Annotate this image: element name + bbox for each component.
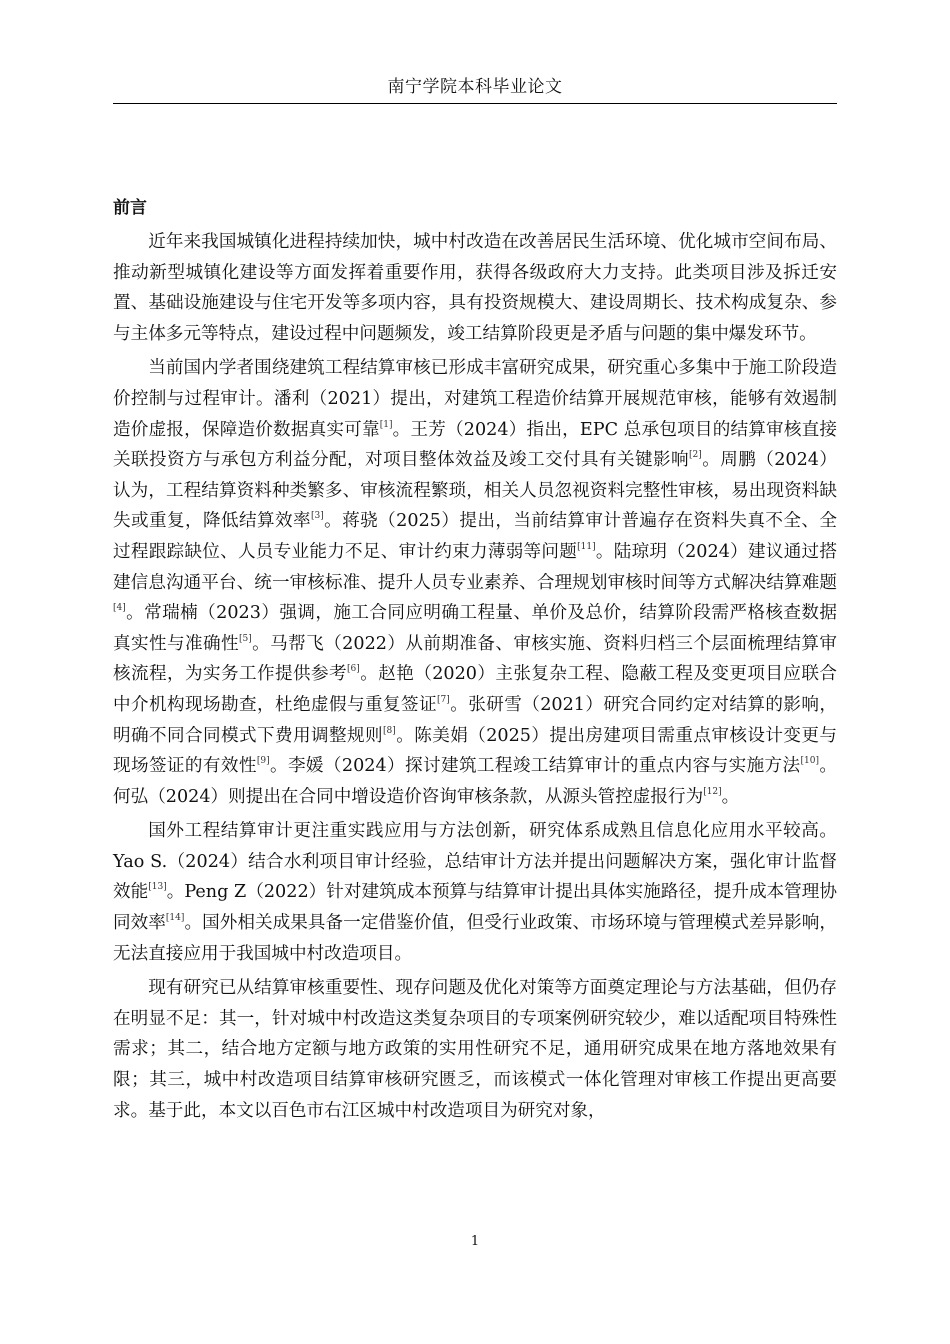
paragraph-4 <box>113 973 837 1126</box>
citation-ref[interactable]: [9] <box>256 756 270 766</box>
paragraph-text: 。周鹏（2024）认为，工程结算资料种类繁多、审核流程繁琐，相关人员忽视资料完整性审核，易出现资料缺失或重复，降低结算效率 <box>113 450 837 532</box>
paragraph-text: 当前国内学者围绕建筑工程结算审核已形成丰富研究成果，研究重心多集中于施工阶段造价控制与过程审计。潘利（2021）提出，对建筑工程造价结算开展规范审核，能够有效遏制造价虚报，保障造价数据真实可靠 <box>113 358 837 440</box>
paragraph-text: 。张研雪（2021）研究合同约定对结算的影响，明确不同合同模式下费用调整规则 <box>113 694 837 746</box>
paragraph-text: 。李媛（2024）探讨建筑工程竣工结算审计的重点内容与实施方法 <box>269 756 801 777</box>
citation-ref[interactable]: [10] <box>800 756 819 766</box>
paragraph-text: 。陈美娟（2025）提出房建项目需重点审核设计变更与现场签证的有效性 <box>113 725 837 777</box>
citation-ref[interactable]: [14] <box>165 912 185 923</box>
body-text <box>113 227 837 1130</box>
citation-ref[interactable]: [6] <box>347 664 360 675</box>
citation-ref[interactable]: [11] <box>577 541 596 552</box>
citation-ref[interactable]: [3] <box>311 511 324 522</box>
paragraph-2 <box>113 353 837 812</box>
citation-ref[interactable]: [5] <box>239 633 252 644</box>
paragraph-text: 。马帮飞（2022）从前期准备、审核实施、资料归档三个层面梳理结算审核流程，为实务工作提供参考 <box>113 633 837 685</box>
citation-ref[interactable]: [4] <box>113 603 126 614</box>
paragraph-1 <box>113 227 837 349</box>
section-title: 前言 <box>113 198 147 218</box>
paragraph-text: 现有研究已从结算审核重要性、现存问题及优化对策等方面奠定理论与方法基础，但仍存在明显不足：其一，针对城中村改造这类复杂项目的专项案例研究较少，难以适配项目特殊性需求；其二，结合地方定额与地方政策的实用性研究不足，通用研究成果在地方落地效果有限；其三，城中村改造项目结算审核研究匮乏，而该模式一体化管理对审核工作提出更高要求。基于此，本文以百色市右江区城中村改造项目为研究对象， <box>113 978 837 1121</box>
paragraph-text: 。Peng Z（2022）针对建筑成本预算与结算审计提出具体实施路径，提升成本管理协同效率 <box>113 882 837 934</box>
paragraph-text: 。王芳（2024）指出，EPC 总承包项目的结算审核直接关联投资方与承包方利益分配，对项目整体效益及竣工交付具有关键影响 <box>113 419 837 471</box>
citation-ref[interactable]: [2] <box>689 450 702 461</box>
page-number: 1 <box>470 1234 480 1249</box>
paragraph-text: 国外工程结算审计更注重实践应用与方法创新，研究体系成熟且信息化应用水平较高。Yao S.（2024）结合水利项目审计经验，总结审计方法并提出问题解决方案，强化审计监督效能 <box>113 821 837 903</box>
paragraph-text: 。何弘（2024）则提出在合同中增设造价咨询审核条款，从源头管控虚报行为 <box>113 756 837 807</box>
paragraph-text: 。陆琼玥（2024）建议通过搭建信息沟通平台、统一审核标准、提升人员专业素养、合理规划审核时间等方式解决结算难题 <box>113 541 837 593</box>
paragraph-text: 。国外相关成果具备一定借鉴价值，但受行业政策、市场环境与管理模式差异影响，无法直接应用于我国城中村改造项目。 <box>113 913 837 964</box>
citation-ref[interactable]: [1] <box>379 419 393 430</box>
citation-ref[interactable]: [7] <box>437 694 450 705</box>
header-divider <box>113 103 837 104</box>
paragraph-text: 近年来我国城镇化进程持续加快，城中村改造在改善居民生活环境、优化城市空间布局、推动新型城镇化建设等方面发挥着重要作用，获得各级政府大力支持。此类项目涉及拆迁安置、基础设施建设与住宅开发等多项内容，具有投资规模大、建设周期长、技术构成复杂、参与主体多元等特点，建设过程中问题频发，竣工结算阶段更是矛盾与问题的集中爆发环节。 <box>113 232 837 344</box>
citation-ref[interactable]: [12] <box>703 786 722 797</box>
citation-ref[interactable]: [8] <box>383 725 396 736</box>
paragraph-3 <box>113 816 837 969</box>
paragraph-text: 。常瑞楠（2023）强调，施工合同应明确工程量、单价及总价，结算阶段需严格核查数据真实性与准确性 <box>113 603 837 654</box>
citation-ref[interactable]: [13] <box>148 882 167 893</box>
paragraph-text: 。 <box>721 786 740 807</box>
running-header: 南宁学院本科毕业论文 <box>387 77 563 97</box>
paragraph-text: 。赵艳（2020）主张复杂工程、隐蔽工程及变更项目应联合中介机构现场勘查，杜绝虚假与重复签证 <box>113 664 837 715</box>
paragraph-text: 。蒋骁（2025）提出，当前结算审计普遍存在资料失真不全、全过程跟踪缺位、人员专业能力不足、审计约束力薄弱等问题 <box>113 511 837 562</box>
